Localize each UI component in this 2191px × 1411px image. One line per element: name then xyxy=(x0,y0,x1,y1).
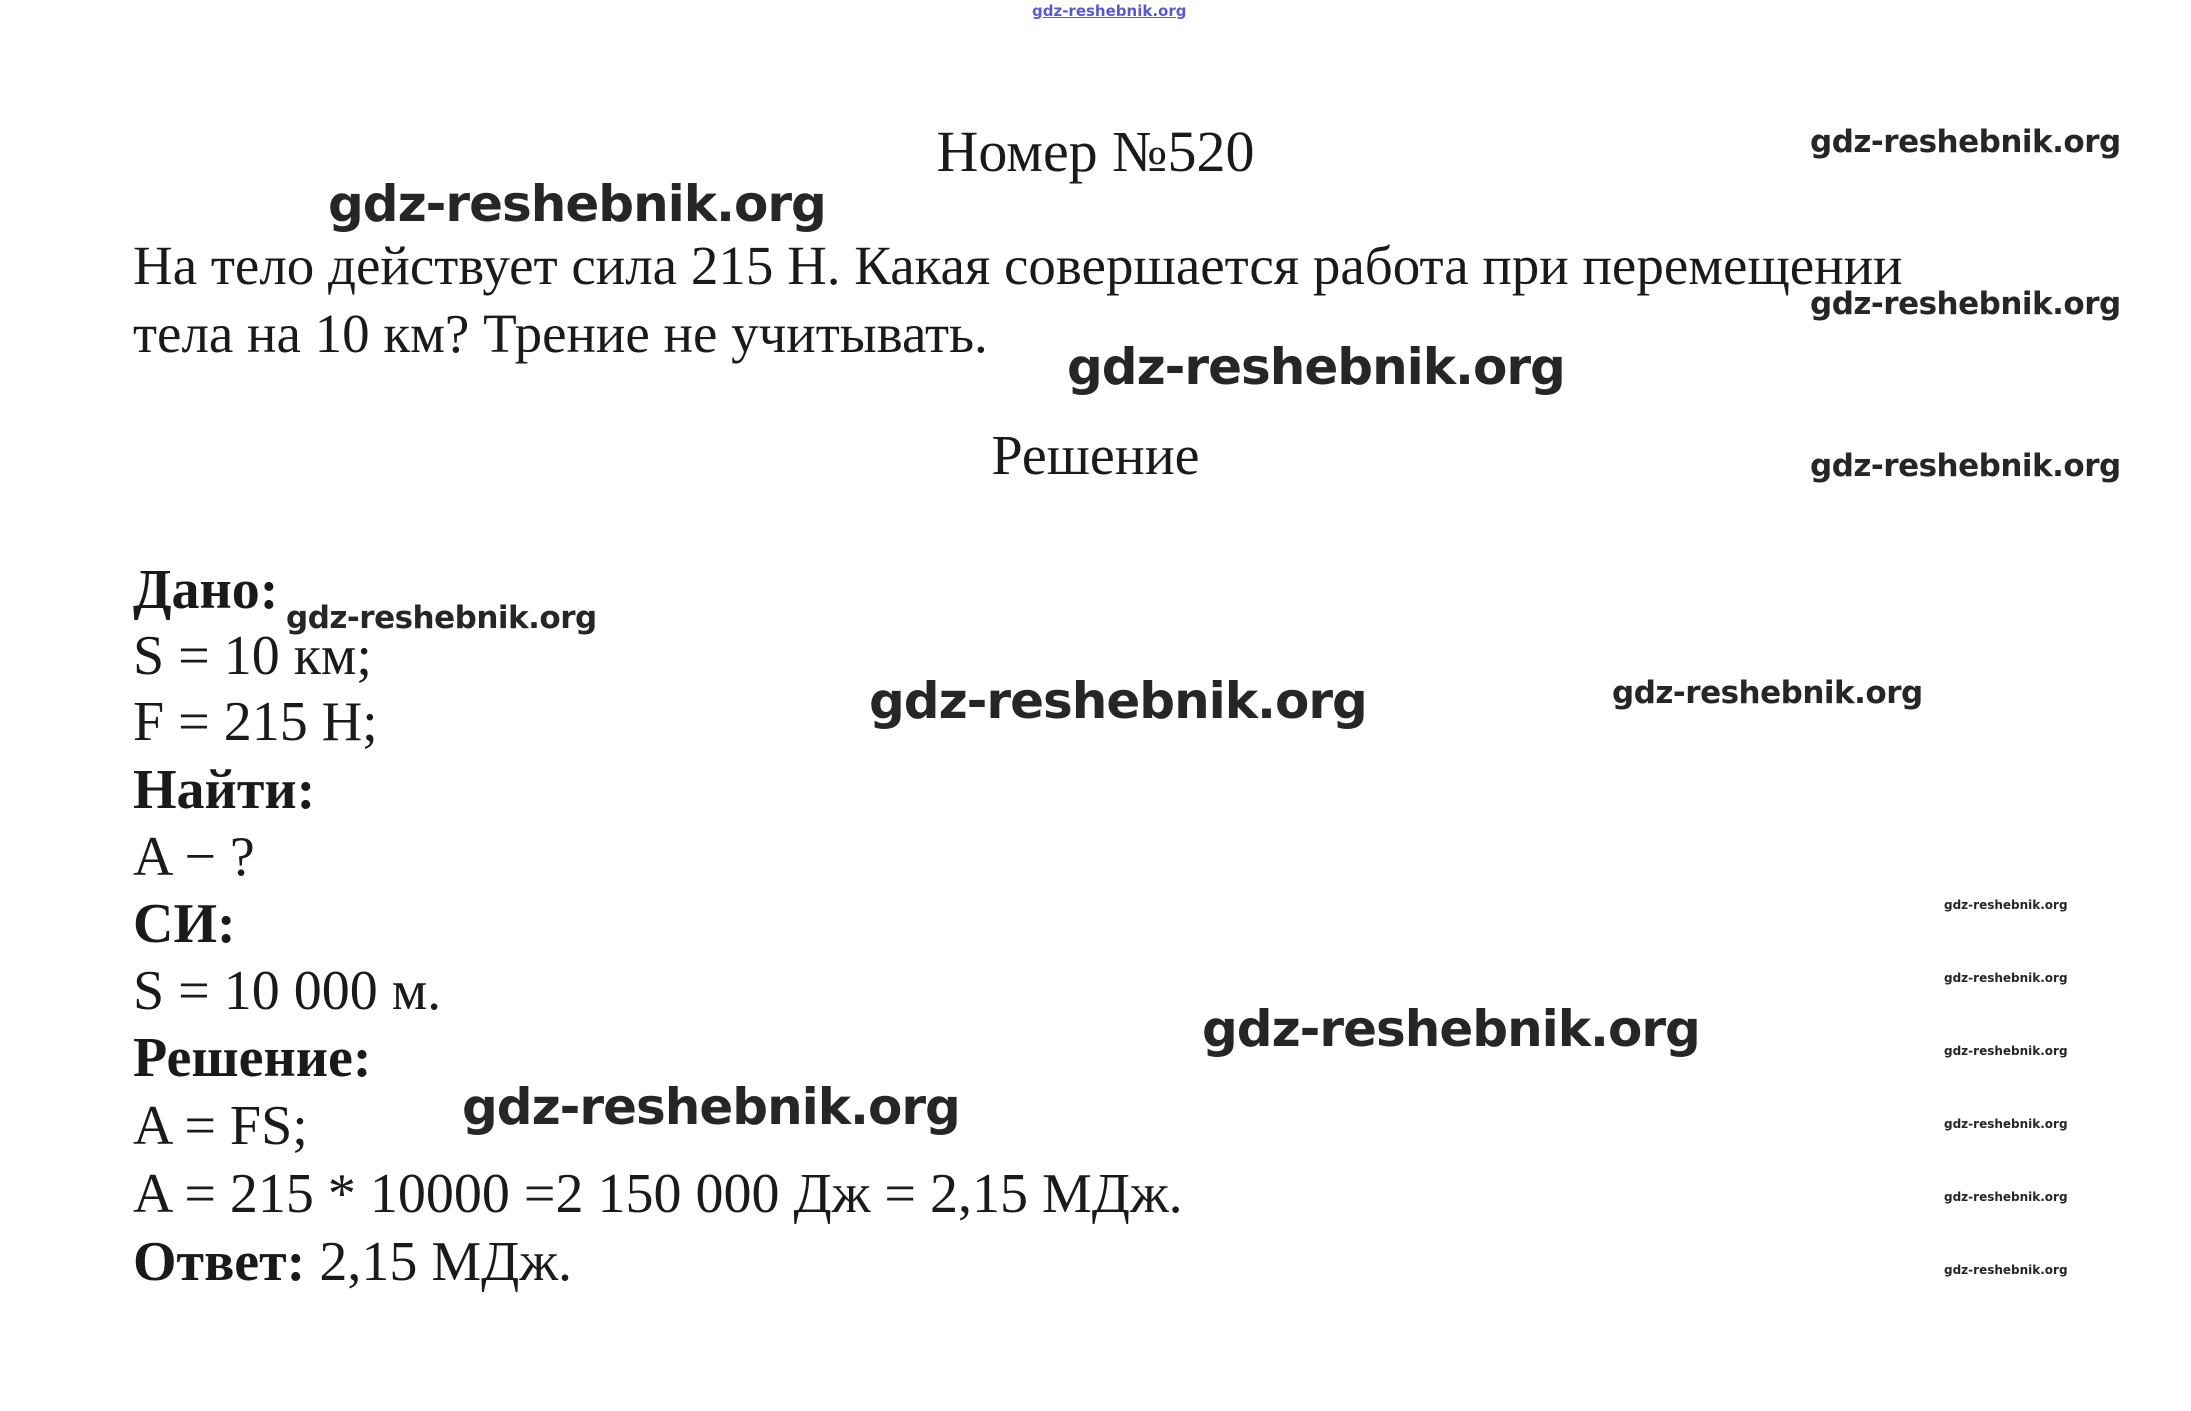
solution-label: Решение: xyxy=(133,1027,372,1089)
watermark: gdz-reshebnik.org xyxy=(286,600,597,636)
watermark: gdz-reshebnik.org xyxy=(1810,448,2121,484)
watermark: gdz-reshebnik.org xyxy=(1944,1190,2068,1204)
given-label: Дано: xyxy=(133,559,279,621)
watermark: gdz-reshebnik.org xyxy=(1612,675,1923,711)
watermark: gdz-reshebnik.org xyxy=(1944,971,2068,985)
answer-label: Ответ: xyxy=(133,1231,306,1293)
given-distance: S = 10 км; xyxy=(133,625,372,687)
watermark: gdz-reshebnik.org xyxy=(1202,1000,1700,1058)
watermark: gdz-reshebnik.org xyxy=(1944,1117,2068,1131)
header-link[interactable]: gdz-reshebnik.org xyxy=(1032,2,1187,20)
si-value: S = 10 000 м. xyxy=(133,960,442,1022)
problem-line-1: На тело действует сила 215 Н. Какая совершается работа при перемещении xyxy=(133,235,1903,296)
watermark: gdz-reshebnik.org xyxy=(1810,286,2121,322)
find-label: Найти: xyxy=(133,759,316,821)
watermark: gdz-reshebnik.org xyxy=(1944,1044,2068,1058)
watermark: gdz-reshebnik.org xyxy=(869,672,1367,730)
solution-heading: Решение xyxy=(991,425,1200,487)
problem-line-2: тела на 10 км? Трение не учитывать. xyxy=(133,303,988,364)
solution-formula: A = FS; xyxy=(133,1095,308,1157)
problem-statement xyxy=(133,232,1903,368)
watermark: gdz-reshebnik.org xyxy=(328,175,826,233)
answer-value: 2,15 МДж. xyxy=(305,1231,573,1293)
solution-calculation: A = 215 * 10000 =2 150 000 Дж = 2,15 МДж. xyxy=(133,1163,1183,1225)
watermark: gdz-reshebnik.org xyxy=(1810,124,2121,160)
watermark: gdz-reshebnik.org xyxy=(462,1078,960,1136)
answer-line xyxy=(133,1230,572,1294)
si-label: СИ: xyxy=(133,893,236,955)
watermark: gdz-reshebnik.org xyxy=(1944,1263,2068,1277)
given-force: F = 215 Н; xyxy=(133,691,378,753)
watermark: gdz-reshebnik.org xyxy=(1067,338,1565,396)
watermark: gdz-reshebnik.org xyxy=(1944,898,2068,912)
page-title: Номер №520 xyxy=(936,119,1255,184)
find-value: A − ? xyxy=(133,826,255,888)
